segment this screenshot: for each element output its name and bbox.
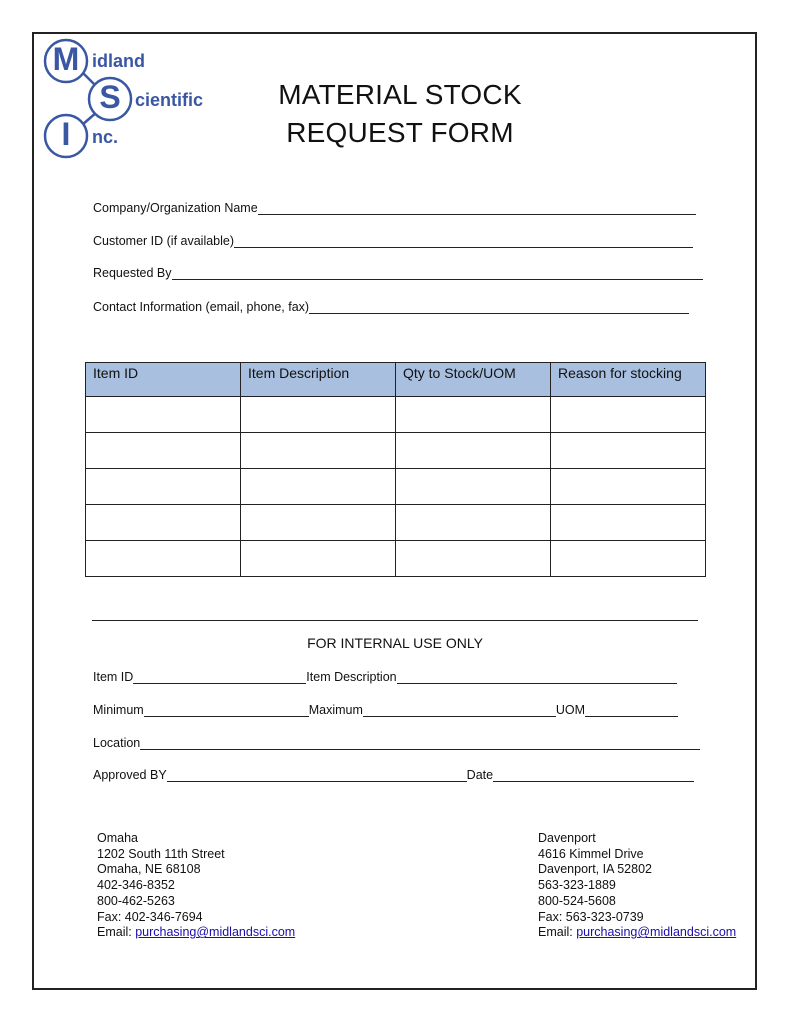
- address-email-line: [538, 925, 736, 941]
- internal-item-id-label: Item ID: [93, 670, 134, 684]
- table-header-row: [86, 363, 706, 397]
- cell-item-id[interactable]: [86, 433, 241, 469]
- address-street: 4616 Kimmel Drive: [538, 846, 644, 861]
- company-name-input[interactable]: [258, 200, 696, 215]
- cell-qty-uom[interactable]: [396, 433, 551, 469]
- column-header-item-description: Item Description: [241, 363, 396, 397]
- cell-item-description[interactable]: [241, 505, 396, 541]
- cell-qty-uom[interactable]: [396, 397, 551, 433]
- davenport-address: [538, 831, 736, 941]
- address-street: 1202 South 11th Street: [97, 846, 225, 861]
- table-row: [86, 433, 706, 469]
- min-max-row: [93, 702, 678, 717]
- minimum-input[interactable]: [144, 702, 309, 717]
- address-fax: Fax: 563-323-0739: [538, 909, 644, 924]
- address-email-line: [97, 925, 295, 941]
- email-label: Email:: [538, 925, 577, 940]
- contact-info-input[interactable]: [309, 299, 689, 314]
- customer-id-label: Customer ID (if available): [93, 234, 235, 248]
- uom-input[interactable]: [585, 702, 678, 717]
- customer-id-field: [93, 233, 693, 248]
- logo-letter-s: S: [99, 79, 121, 115]
- requested-by-label: Requested By: [93, 266, 172, 280]
- requested-by-field: [93, 265, 703, 280]
- table-row: [86, 469, 706, 505]
- cell-item-description[interactable]: [241, 397, 396, 433]
- uom-label: UOM: [555, 703, 586, 717]
- internal-item-description-label: Item Description: [306, 670, 397, 684]
- customer-id-input[interactable]: [234, 233, 693, 248]
- logo-letter-i: I: [61, 116, 71, 152]
- approved-by-label: Approved BY: [93, 768, 167, 782]
- address-fax: Fax: 402-346-7694: [97, 909, 203, 924]
- minimum-label: Minimum: [93, 703, 144, 717]
- cell-item-description[interactable]: [241, 469, 396, 505]
- internal-item-row: [93, 669, 677, 684]
- address-phone-1: 563-323-1889: [538, 878, 616, 893]
- cell-reason[interactable]: [551, 397, 706, 433]
- section-divider: [92, 620, 698, 621]
- cell-reason[interactable]: [551, 469, 706, 505]
- email-label: Email:: [97, 925, 136, 940]
- email-link[interactable]: purchasing@midlandsci.com: [135, 925, 296, 940]
- location-input[interactable]: [140, 735, 700, 750]
- company-logo: [42, 37, 242, 162]
- address-phone-1: 402-346-8352: [97, 878, 175, 893]
- maximum-input[interactable]: [363, 702, 556, 717]
- items-table: [85, 362, 706, 577]
- cell-item-description[interactable]: [241, 541, 396, 577]
- omaha-address: [97, 831, 295, 941]
- date-label: Date: [466, 768, 494, 782]
- page-title: [250, 76, 550, 152]
- table-row: [86, 541, 706, 577]
- internal-use-heading: FOR INTERNAL USE ONLY: [307, 635, 483, 651]
- cell-qty-uom[interactable]: [396, 541, 551, 577]
- approved-by-input[interactable]: [167, 767, 467, 782]
- address-city-state-zip: Davenport, IA 52802: [538, 862, 652, 877]
- address-city-state-zip: Omaha, NE 68108: [97, 862, 201, 877]
- cell-item-id[interactable]: [86, 505, 241, 541]
- address-city: Davenport: [538, 831, 596, 845]
- table-row: [86, 397, 706, 433]
- contact-info-label: Contact Information (email, phone, fax): [93, 300, 310, 314]
- cell-qty-uom[interactable]: [396, 469, 551, 505]
- requested-by-input[interactable]: [172, 265, 703, 280]
- location-row: [93, 735, 700, 750]
- address-phone-2: 800-462-5263: [97, 893, 175, 908]
- date-input[interactable]: [493, 767, 694, 782]
- title-line-2: REQUEST FORM: [286, 117, 514, 148]
- maximum-label: Maximum: [308, 703, 363, 717]
- column-header-qty-uom: Qty to Stock/UOM: [396, 363, 551, 397]
- company-name-label: Company/Organization Name: [93, 201, 258, 215]
- logo-word-idland: idland: [92, 51, 145, 71]
- cell-qty-uom[interactable]: [396, 505, 551, 541]
- logo-word-cientific: cientific: [135, 90, 204, 110]
- approval-row: [93, 767, 694, 782]
- contact-info-field: [93, 299, 689, 314]
- column-header-reason: Reason for stocking: [551, 363, 706, 397]
- logo-letter-m: M: [52, 41, 80, 77]
- internal-item-description-input[interactable]: [397, 669, 677, 684]
- address-phone-2: 800-524-5608: [538, 893, 616, 908]
- cell-item-id[interactable]: [86, 469, 241, 505]
- cell-item-id[interactable]: [86, 397, 241, 433]
- email-link[interactable]: purchasing@midlandsci.com: [576, 925, 737, 940]
- table-row: [86, 505, 706, 541]
- internal-item-id-input[interactable]: [133, 669, 306, 684]
- title-line-1: MATERIAL STOCK: [278, 79, 522, 110]
- cell-reason[interactable]: [551, 433, 706, 469]
- cell-reason[interactable]: [551, 541, 706, 577]
- cell-reason[interactable]: [551, 505, 706, 541]
- column-header-item-id: Item ID: [86, 363, 241, 397]
- location-label: Location: [93, 736, 141, 750]
- logo-word-nc: nc.: [92, 127, 119, 147]
- cell-item-id[interactable]: [86, 541, 241, 577]
- cell-item-description[interactable]: [241, 433, 396, 469]
- address-city: Omaha: [97, 831, 138, 845]
- company-name-field: [93, 200, 696, 215]
